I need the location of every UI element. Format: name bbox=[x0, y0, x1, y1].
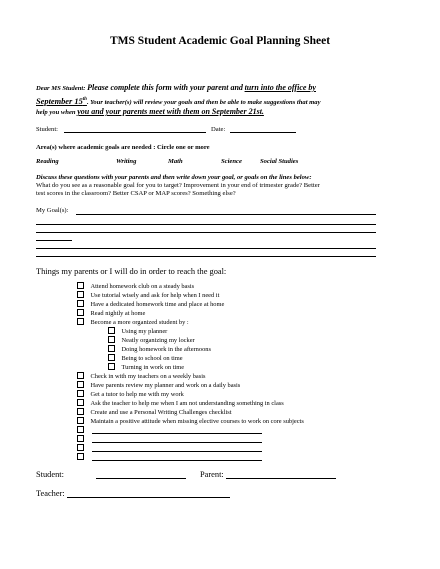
student-signature-line[interactable] bbox=[96, 478, 186, 479]
checklist-item-label: Turning in work on time bbox=[121, 364, 185, 371]
checkbox[interactable] bbox=[108, 354, 115, 361]
teacher-signature-label: Teacher: bbox=[36, 489, 65, 498]
blank-checklist-item[interactable] bbox=[77, 427, 91, 435]
discuss-question-2: test scores in the classroom? Better CSAP or MAP scores? Something else? bbox=[36, 190, 236, 197]
checklist-item-label: Neatly organizing my locker bbox=[121, 337, 195, 344]
areas-heading: Area(s) where academic goals are needed : Circle one or more bbox=[36, 144, 210, 151]
goal-line-2[interactable] bbox=[36, 224, 376, 225]
student-name-line[interactable] bbox=[64, 132, 206, 133]
deadline-sup: th bbox=[82, 97, 87, 102]
checklist-item-label: Create and use a Personal Writing Challenges checklist bbox=[90, 409, 232, 416]
checkbox[interactable] bbox=[108, 327, 115, 334]
checkbox[interactable] bbox=[108, 345, 115, 352]
goal-line-1[interactable] bbox=[76, 214, 376, 215]
blank-line[interactable] bbox=[92, 460, 262, 461]
teacher-signature-line[interactable] bbox=[67, 497, 230, 498]
sub-checklist-item[interactable] bbox=[108, 346, 211, 354]
checkbox[interactable] bbox=[108, 363, 115, 370]
checklist-item-label: Check in with my teachers on a weekly basis bbox=[90, 373, 206, 380]
blank-checklist-item[interactable] bbox=[77, 454, 91, 462]
sub-checklist-item[interactable] bbox=[108, 355, 183, 363]
checkbox[interactable] bbox=[77, 453, 84, 460]
sub-checklist-item[interactable] bbox=[108, 328, 167, 336]
checkbox[interactable] bbox=[77, 408, 84, 415]
checkbox[interactable] bbox=[77, 372, 84, 379]
blank-line[interactable] bbox=[92, 442, 262, 443]
checklist-item-label: Being to school on time bbox=[121, 355, 183, 362]
sub-checklist-item[interactable] bbox=[108, 364, 184, 372]
deadline-date: September 15 bbox=[36, 96, 83, 106]
checkbox[interactable] bbox=[77, 444, 84, 451]
student-label: Student: bbox=[36, 126, 58, 133]
discuss-question-1: What do you see as a reasonable goal for you to target? Improvement in your end of trimester grade? Better bbox=[36, 182, 320, 189]
checklist-item[interactable] bbox=[77, 283, 194, 291]
checklist-item-label: Attend homework club on a steady basis bbox=[90, 283, 195, 290]
checklist-item-label: Maintain a positive attitude when missing elective courses to work on core subjects bbox=[90, 418, 304, 425]
date-line[interactable] bbox=[230, 132, 296, 133]
checklist-item[interactable] bbox=[77, 391, 184, 399]
subject-reading[interactable]: Reading bbox=[36, 158, 59, 165]
checkbox[interactable] bbox=[108, 336, 115, 343]
checkbox[interactable] bbox=[77, 417, 84, 424]
discuss-instruction: Discuss these questions with your parents and then write down your goal, or goals on the lines below: bbox=[36, 174, 312, 181]
checkbox[interactable] bbox=[77, 399, 84, 406]
goal-line-3[interactable] bbox=[36, 232, 376, 233]
subject-math[interactable]: Math bbox=[168, 158, 183, 165]
checkbox[interactable] bbox=[77, 390, 84, 397]
goal-line-5[interactable] bbox=[36, 248, 376, 249]
blank-checklist-item[interactable] bbox=[77, 445, 91, 453]
checklist-item[interactable] bbox=[77, 301, 224, 309]
salutation: Dear MS Student: bbox=[36, 85, 86, 92]
checkbox[interactable] bbox=[77, 426, 84, 433]
intro-text-2: . Your teacher(s) will review your goals and then be able to make suggestions that may bbox=[86, 98, 321, 106]
checkbox[interactable] bbox=[77, 300, 84, 307]
checkbox[interactable] bbox=[77, 309, 84, 316]
checklist-item-label: Read nightly at home bbox=[90, 310, 146, 317]
student-signature-label: Student: bbox=[36, 470, 64, 479]
blank-line[interactable] bbox=[92, 433, 262, 434]
checkbox[interactable] bbox=[77, 282, 84, 289]
subject-science[interactable]: Science bbox=[221, 158, 242, 165]
checklist-item-label: Using my planner bbox=[121, 328, 168, 335]
checklist-item-label: Get a tutor to help me with my work bbox=[90, 391, 184, 398]
goal-label: My Goal(s): bbox=[36, 207, 69, 214]
checklist-item[interactable] bbox=[77, 292, 219, 300]
parent-signature-line[interactable] bbox=[226, 478, 336, 479]
checklist-item[interactable] bbox=[77, 310, 145, 318]
intro-line-2 bbox=[36, 96, 321, 107]
checklist-item[interactable] bbox=[77, 418, 304, 426]
checklist-item-label: Use tutorial wisely and ask for help when I need it bbox=[90, 292, 220, 299]
page-title: TMS Student Academic Goal Planning Sheet bbox=[109, 35, 331, 47]
sub-checklist-item[interactable] bbox=[108, 337, 195, 345]
checklist-item[interactable] bbox=[77, 400, 284, 408]
blank-line[interactable] bbox=[92, 451, 262, 452]
checkbox[interactable] bbox=[77, 318, 84, 325]
checklist-item-label: Ask the teacher to help me when I am not understanding something in class bbox=[90, 400, 284, 407]
checklist-item[interactable] bbox=[77, 382, 240, 390]
checklist-item-label: Become a more organized student by : bbox=[90, 319, 189, 326]
checklist-item[interactable] bbox=[77, 409, 232, 417]
intro-deadline-text: turn into the office by bbox=[244, 83, 316, 92]
intro-line-3 bbox=[36, 108, 264, 117]
checkbox[interactable] bbox=[77, 291, 84, 298]
intro-text-3: help you when bbox=[36, 109, 76, 116]
plan-heading: Things my parents or I will do in order to reach the goal: bbox=[36, 267, 227, 276]
checklist-item-label: Have a dedicated homework time and place at home bbox=[90, 301, 225, 308]
checklist-item[interactable] bbox=[77, 319, 189, 327]
checkbox[interactable] bbox=[77, 381, 84, 388]
intro-line-1 bbox=[36, 84, 316, 93]
goal-line-6[interactable] bbox=[36, 256, 376, 257]
date-label: Date: bbox=[211, 126, 226, 133]
checklist-item-label: Have parents review my planner and work on a daily basis bbox=[90, 382, 241, 389]
checkbox[interactable] bbox=[77, 435, 84, 442]
blank-checklist-item[interactable] bbox=[77, 436, 91, 444]
checklist-item[interactable] bbox=[77, 373, 206, 381]
checklist-item-label: Doing homework in the afternoons bbox=[121, 346, 211, 353]
subject-writing[interactable]: Writing bbox=[116, 158, 137, 165]
intro-meeting-text: you and your parents meet with them on September 21st. bbox=[77, 107, 264, 116]
subject-social-studies[interactable]: Social Studies bbox=[260, 158, 299, 165]
intro-text-1: Please complete this form with your parent and bbox=[87, 83, 243, 92]
goal-line-4[interactable] bbox=[36, 240, 72, 241]
parent-signature-label: Parent: bbox=[200, 470, 224, 479]
